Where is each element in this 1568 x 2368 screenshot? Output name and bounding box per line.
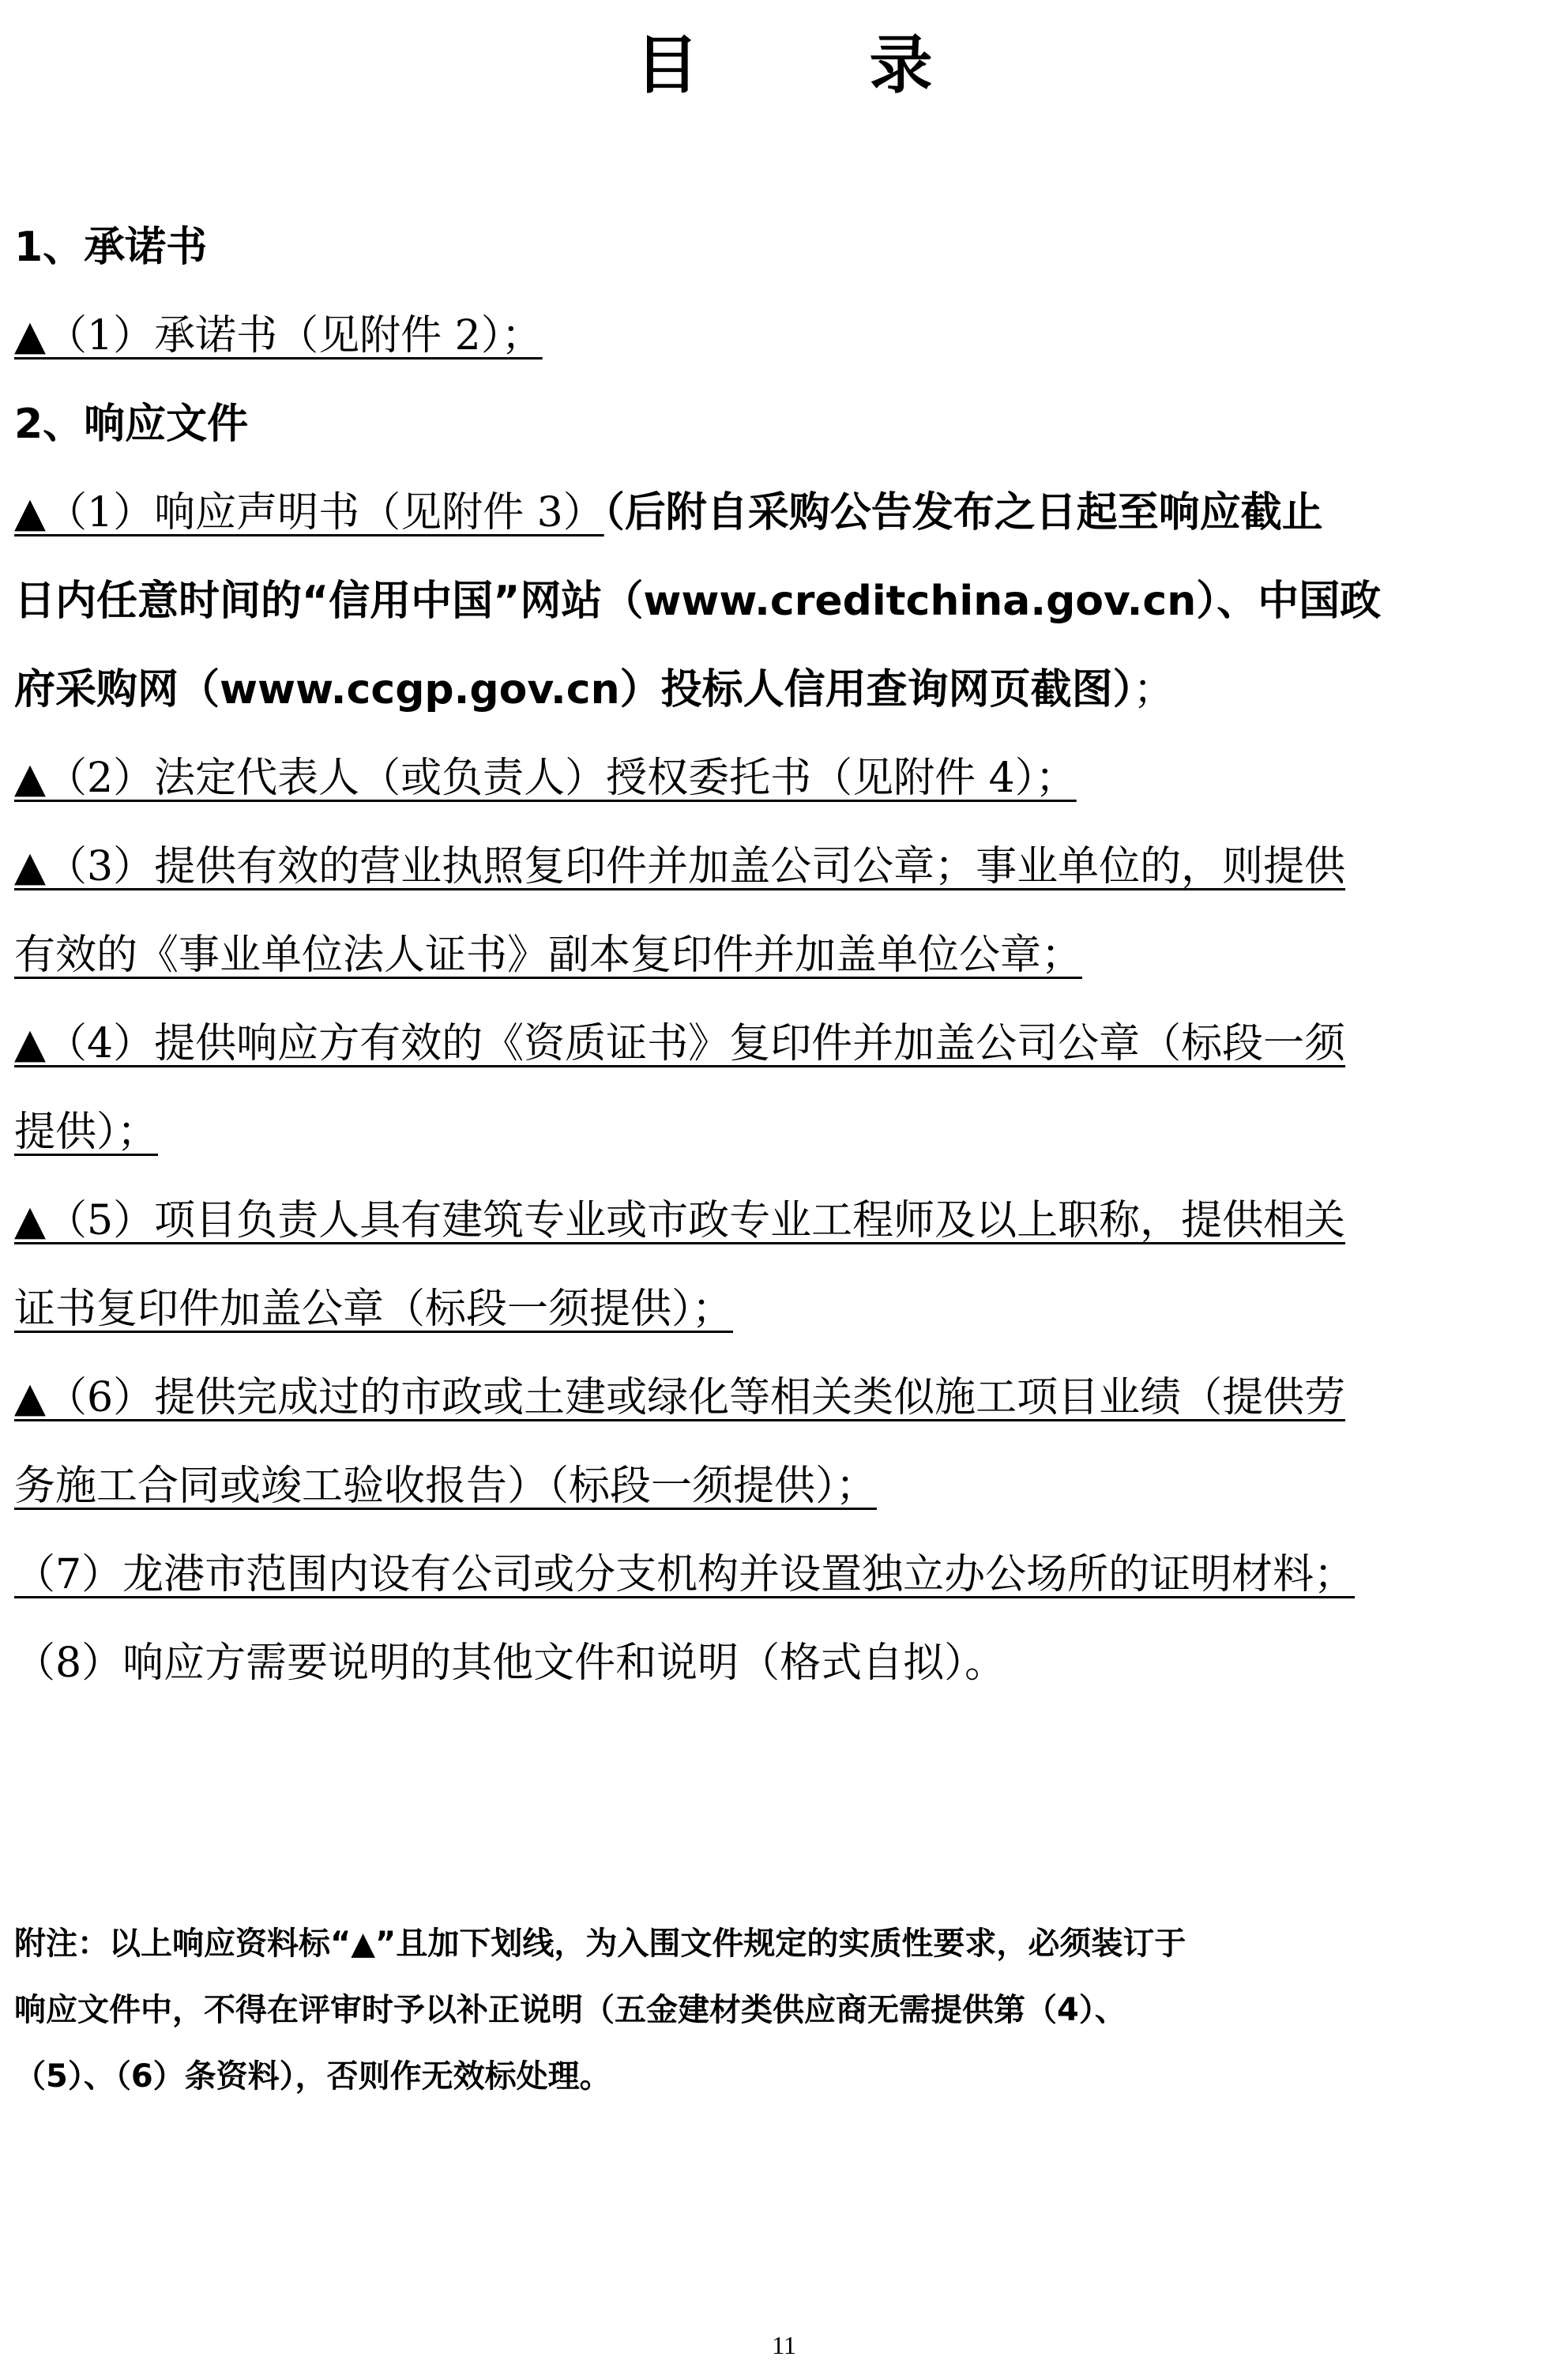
- list-item-cont: 日内任意时间的“信用中国”网站（www.creditchina.gov.cn）、中国政: [14, 578, 1382, 625]
- item-text: 务施工合同或竣工验收报告）（标段一须提供）；: [14, 1463, 878, 1510]
- item-text: 提供）；: [14, 1109, 159, 1156]
- item-text: ▲（5）项目负责人具有建筑专业或市政专业工程师及以上职称，提供相关: [14, 1197, 1346, 1244]
- item-text: ；: [1133, 666, 1175, 713]
- page-number: 11: [772, 2331, 796, 2359]
- item-text-bold: （后附自采购公告发布之日起至响应截止: [604, 489, 1323, 536]
- item-text: ▲（6）提供完成过的市政或土建或绿化等相关类似施工项目业绩（提供劳: [14, 1374, 1346, 1421]
- section-heading-2: 2、响应文件: [14, 401, 249, 448]
- list-item: [14, 1193, 1555, 1248]
- note-line-2: 响应文件中，不得在评审时予以补正说明（五金建材类供应商无需提供第（4）、: [14, 1992, 1126, 2028]
- item-text: ▲（4）提供响应方有效的《资质证书》复印件并加盖公司公章（标段一须: [14, 1020, 1346, 1067]
- item-text: ▲（2）法定代表人（或负责人）授权委托书（见附件 4）；: [14, 755, 1077, 802]
- item-text: 有效的《事业单位法人证书》副本复印件并加盖单位公章；: [14, 932, 1083, 979]
- item-text: 证书复印件加盖公章（标段一须提供）；: [14, 1286, 734, 1333]
- list-item: （8）响应方需要说明的其他文件和说明（格式自拟）。: [14, 1640, 1006, 1687]
- item-text: （7）龙港市范围内设有公司或分支机构并设置独立办公场所的证明材料；: [14, 1551, 1356, 1598]
- list-item: [14, 1547, 1555, 1602]
- section-heading-1: 1、承诺书: [14, 224, 208, 271]
- item-text-bold: 府采购网（www.ccgp.gov.cn）投标人信用查询网页截图）: [14, 666, 1134, 713]
- list-item-cont: [14, 928, 1555, 983]
- list-item-cont: [14, 1105, 1555, 1160]
- list-item: [14, 751, 1555, 806]
- list-item-cont: [14, 662, 1555, 717]
- item-text: ▲（1）响应声明书（见附件 3）: [14, 489, 604, 536]
- list-item: [14, 1370, 1555, 1425]
- item-text: ▲（1）承诺书（见附件 2）；: [14, 312, 543, 360]
- list-item: [14, 1016, 1555, 1071]
- item-text: ▲（3）提供有效的营业执照复印件并加盖公司公章；事业单位的，则提供: [14, 843, 1346, 890]
- list-item: [14, 485, 1555, 540]
- note-line-1: 附注：以上响应资料标“▲”且加下划线，为入围文件规定的实质性要求，必须装订于: [14, 1926, 1186, 1962]
- page-title: 目 录: [635, 28, 987, 102]
- list-item-cont: [14, 1459, 1555, 1514]
- note-line-3: （5）、（6）条资料），否则作无效标处理。: [14, 2058, 611, 2095]
- list-item: [14, 308, 1555, 363]
- list-item: [14, 839, 1555, 894]
- list-item-cont: [14, 1282, 1555, 1337]
